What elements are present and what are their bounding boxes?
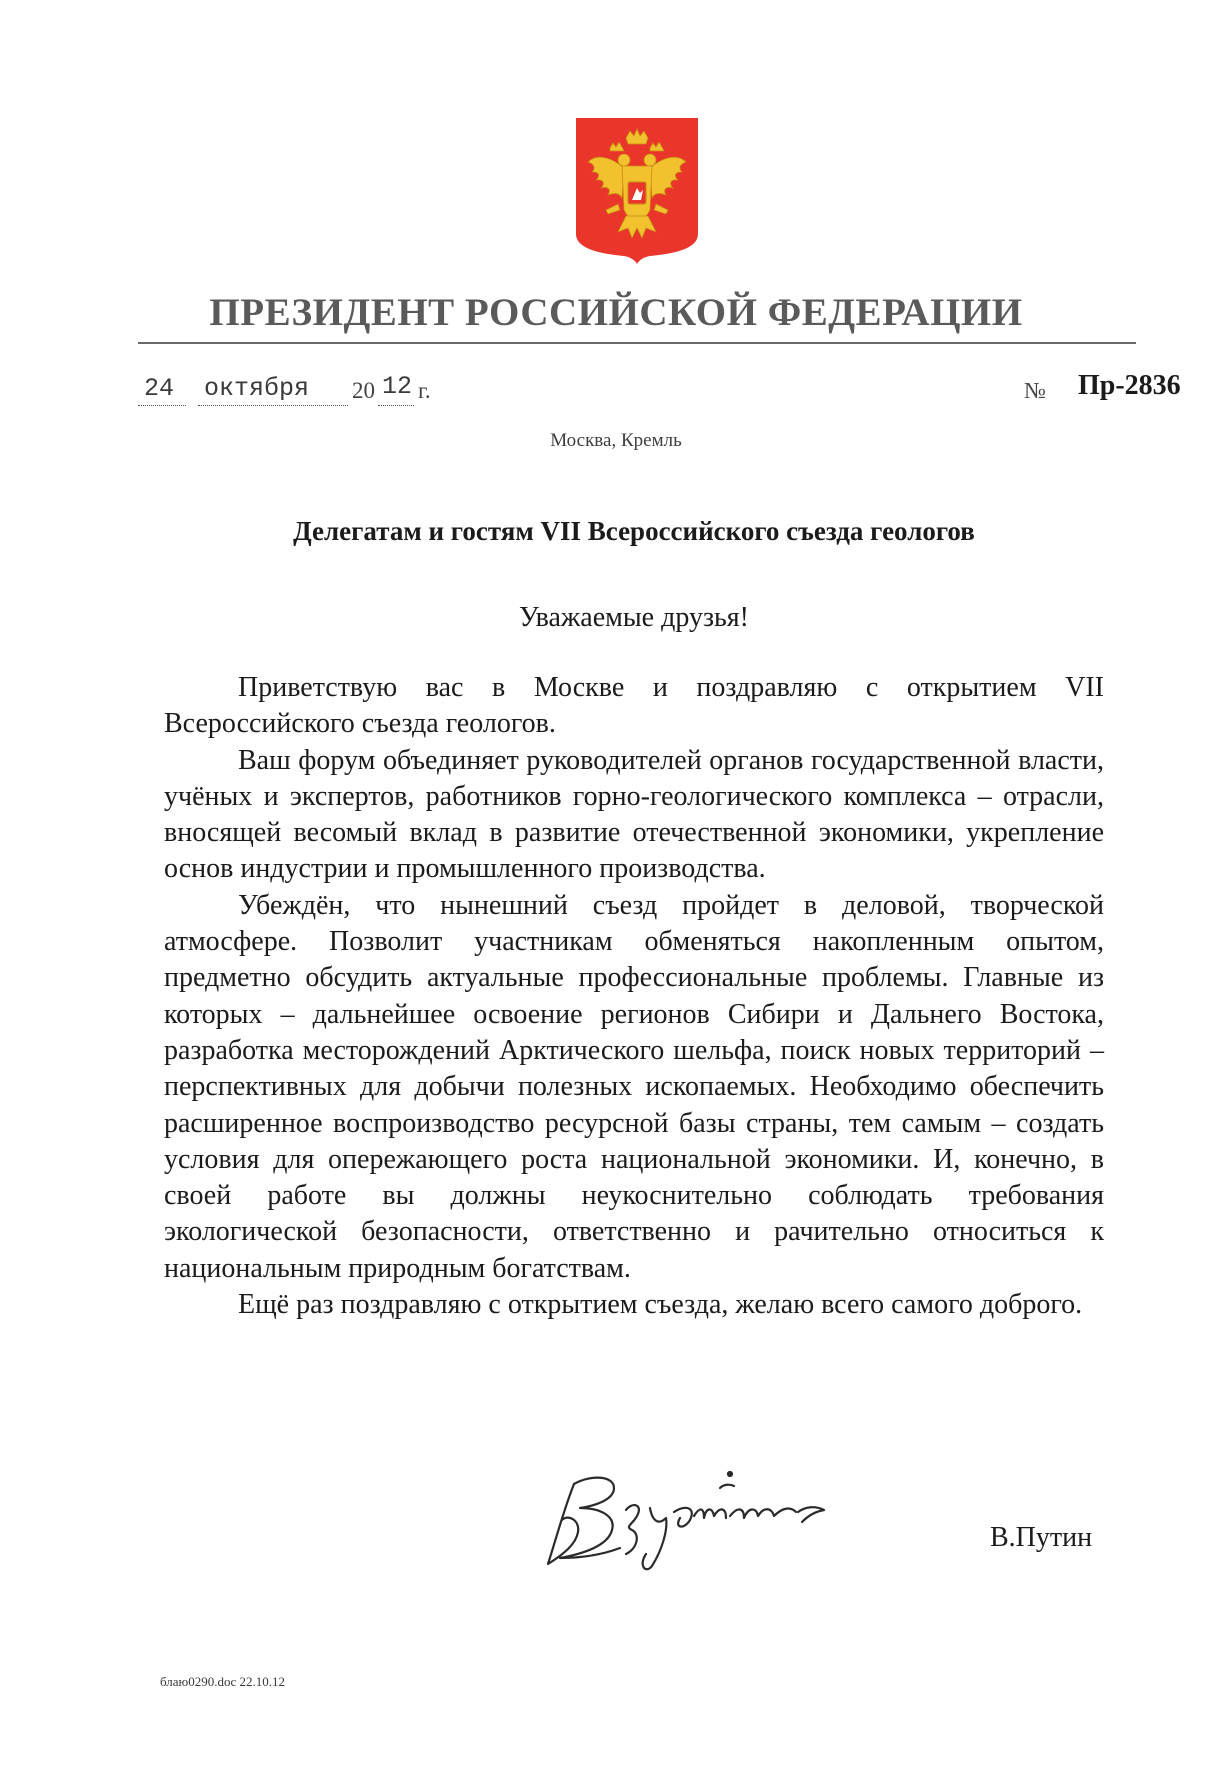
body-paragraph: Ещё раз поздравляю с открытием съезда, желаю всего самого доброго. (238, 1289, 1083, 1321)
date-day: 24 (144, 374, 175, 403)
signer-name: В.Путин (990, 1522, 1093, 1553)
letter-body (164, 670, 1104, 1323)
date-year-suffix: 12 (382, 372, 413, 401)
date-day-underline (138, 405, 186, 406)
letterhead-title: ПРЕЗИДЕНТ РОССИЙСКОЙ ФЕДЕРАЦИИ (209, 291, 1023, 334)
body-paragraph: Ваш форум объединяет руководителей органов государственной власти, учёных и экспертов, работников горно-геологического комплекса – отрасли, вносящей весомый вклад в развитие отечественной экономики, укрепление основ индустрии и промышленного производства. (164, 744, 1104, 885)
body-paragraph: Приветствую вас в Москве и поздравляю с открытием VII Всероссийского съезда геологов. (164, 672, 1104, 740)
document-date (138, 374, 478, 410)
date-year-mark: г. (418, 378, 431, 403)
date-month-underline (198, 405, 348, 406)
document-file-code: блаю0290.doc 22.10.12 (160, 1674, 286, 1689)
letter-addressee: Делегатам и гостям VII Всероссийского съезда геологов (293, 516, 975, 546)
date-month: октября (204, 374, 310, 403)
body-paragraph: Убеждён, что нынешний съезд пройдет в деловой, творческой атмосфере. Позволит участникам обменяться накопленным опытом, предметно обсудить актуальные профессиональные проблемы. Главные из которых – дальнейшее освоение регионов Сибири и Дальнего Востока, разработка месторождений Арктического шельфа, поиск новых территорий – перспективных для добычи полезных ископаемых. Необходимо обеспечить расширенное воспроизводство ресурсной базы страны, тем самым – создать условия для опережающего роста национальной экономики. И, конечно, в своей работе вы должны неукоснительно соблюдать требования экологической безопасности, ответственно и рачительно относиться к национальным природным богатствам. (164, 889, 1104, 1284)
document-number: Пр-2836 (1078, 370, 1181, 401)
handwritten-signature (534, 1454, 884, 1574)
number-sign: № (1024, 378, 1046, 403)
document-location: Москва, Кремль (550, 430, 682, 451)
letter-salutation: Уважаемые друзья! (518, 602, 749, 633)
letterhead-divider (138, 342, 1136, 344)
date-year-prefix: 20 (352, 378, 375, 403)
date-year-underline (378, 405, 414, 406)
state-emblem-icon (574, 116, 700, 266)
